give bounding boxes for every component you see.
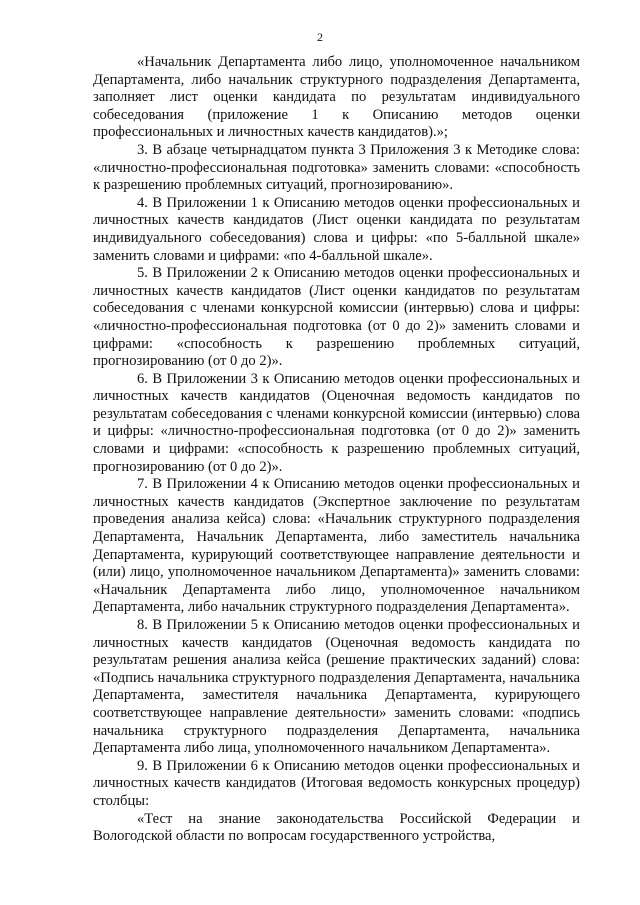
paragraph-item-4: 4. В Приложении 1 к Описанию методов оценки профессиональных и личностных качеств кандидатов (Лист оценки кандидата по результатам индивидуального собеседования) слова и цифры: «по 5-балльной шкале» заменить словами и цифрами: «по 4-балльной шкале». [93,194,580,264]
paragraph-item-7: 7. В Приложении 4 к Описанию методов оценки профессиональных и личностных качеств кандидатов (Экспертное заключение по результатам проведения анализа кейса) слова: «Начальник структурного подразделения Департамента, Начальник Департамента, либо заместитель начальника Департамента, курирующий соответствующее направление деятельности и (или) лицо, уполномоченное начальником Департамента)» заменить словами: «Начальник Департамента либо лицо, уполномоченное начальником Департамента, либо начальник структурного подразделения Департамента». [93,476,580,616]
paragraph-item-8: 8. В Приложении 5 к Описанию методов оценки профессиональных и личностных качеств кандидатов (Оценочная ведомость кандидата по результатам решения анализа кейса (решение практических заданий) слова: «Подпись начальника структурного подразделения Департамента, начальника Департамента, заместителя начальника Департамента, курирующего соответствующее направление деятельности» заменить словами: «подпись начальника структурного подразделения Департамента, начальника Департамента либо лица, уполномоченного начальником Департамента». [93,617,580,757]
paragraph-columns-quote: «Тест на знание законодательства Российской Федерации и Вологодской области по вопросам государственного устройства, [93,810,580,845]
paragraph-item-3: 3. В абзаце четырнадцатом пункта 3 Приложения 3 к Методике слова: «личностно-профессиональная подготовка» заменить словами: «способность к разрешению проблемных ситуаций, прогнозированию». [93,141,580,194]
paragraph-item-9: 9. В Приложении 6 к Описанию методов оценки профессиональных и личностных качеств кандидатов (Итоговая ведомость конкурсных процедур) столбцы: [93,757,580,809]
paragraph-intro-quote: «Начальник Департамента либо лицо, уполномоченное начальником Департамента, либо начальник структурного подразделения Департамента, заполняет лист оценки кандидата по результатам индивидуального собеседования (приложение 1 к Описанию методов оценки профессиональных и личностных качеств кандидатов).»; [93,54,580,141]
paragraph-item-5: 5. В Приложении 2 к Описанию методов оценки профессиональных и личностных качеств кандидатов (Лист оценки кандидатов по результатам собеседования с членами конкурсной комиссии (интервью) слова и цифры: «личностно-профессиональная подготовка (от 0 до 2)» заменить словами и цифрами: «способность к разрешению проблемных ситуаций, прогнозированию (от 0 до 2)». [93,265,580,370]
paragraph-item-6: 6. В Приложении 3 к Описанию методов оценки профессиональных и личностных качеств кандидатов (Оценочная ведомость кандидатов по результатам собеседования с членами конкурсной комиссии (интервью) слова и цифры: «личностно-профессиональная подготовка (от 0 до 2)» заменить словами и цифрами: «способность к разрешению проблемных ситуаций, прогнозированию (от 0 до 2)». [93,370,580,475]
page-number: 2 [317,30,323,44]
document-body [93,54,580,846]
